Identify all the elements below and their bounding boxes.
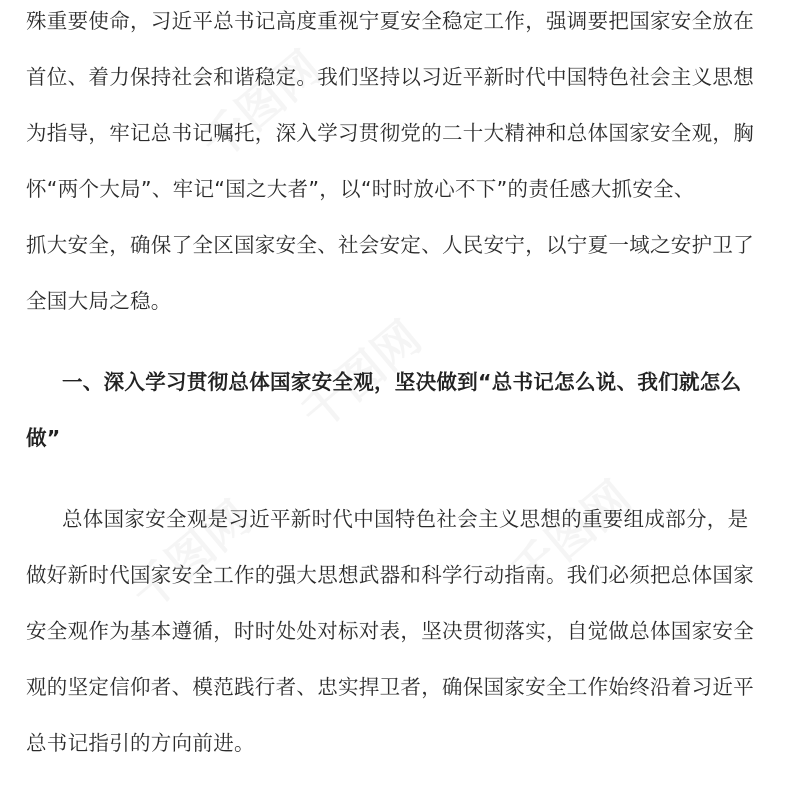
- paragraph-line: 为指导，牢记总书记嘱托，深入学习贯彻党的二十大精神和总体国家安全观，胸: [26, 121, 754, 145]
- section-heading: 做”: [26, 426, 61, 450]
- paragraph-line: 安全观作为基本遵循，时时处处对标对表，坚决贯彻落实，自觉做总体国家安全: [26, 619, 754, 643]
- paragraph-line: 全国大局之稳。: [26, 289, 172, 313]
- paragraph-line: 怀“两个大局”、牢记“国之大者”，以“时时放心不下”的责任感大抓安全、: [26, 177, 695, 201]
- paragraph-line: 总体国家安全观是习近平新时代中国特色社会主义思想的重要组成部分，是: [62, 507, 749, 531]
- paragraph-line: 观的坚定信仰者、模范践行者、忠实捍卫者，确保国家安全工作始终沿着习近平: [26, 675, 754, 699]
- paragraph-line: 做好新时代国家安全工作的强大思想武器和科学行动指南。我们必须把总体国家: [26, 563, 754, 587]
- paragraph-line: 殊重要使命，习近平总书记高度重视宁夏安全稳定工作，强调要把国家安全放在: [26, 9, 754, 33]
- watermark-logo: 千图网: [120, 490, 262, 621]
- watermark-logo: 千图网: [290, 310, 432, 441]
- paragraph-line: 首位、着力保持社会和谐稳定。我们坚持以习近平新时代中国特色社会主义思想: [26, 65, 754, 89]
- paragraph-line: 总书记指引的方向前进。: [26, 731, 255, 755]
- watermark-logo: 千图网: [500, 470, 642, 601]
- watermark-logo: 千图网: [190, 40, 332, 171]
- paragraph-line: 抓大安全，确保了全区国家安全、社会安定、人民安宁，以宁夏一域之安护卫了: [26, 233, 754, 257]
- section-heading: 一、深入学习贯彻总体国家安全观，坚决做到“总书记怎么说、我们就怎么: [62, 370, 742, 394]
